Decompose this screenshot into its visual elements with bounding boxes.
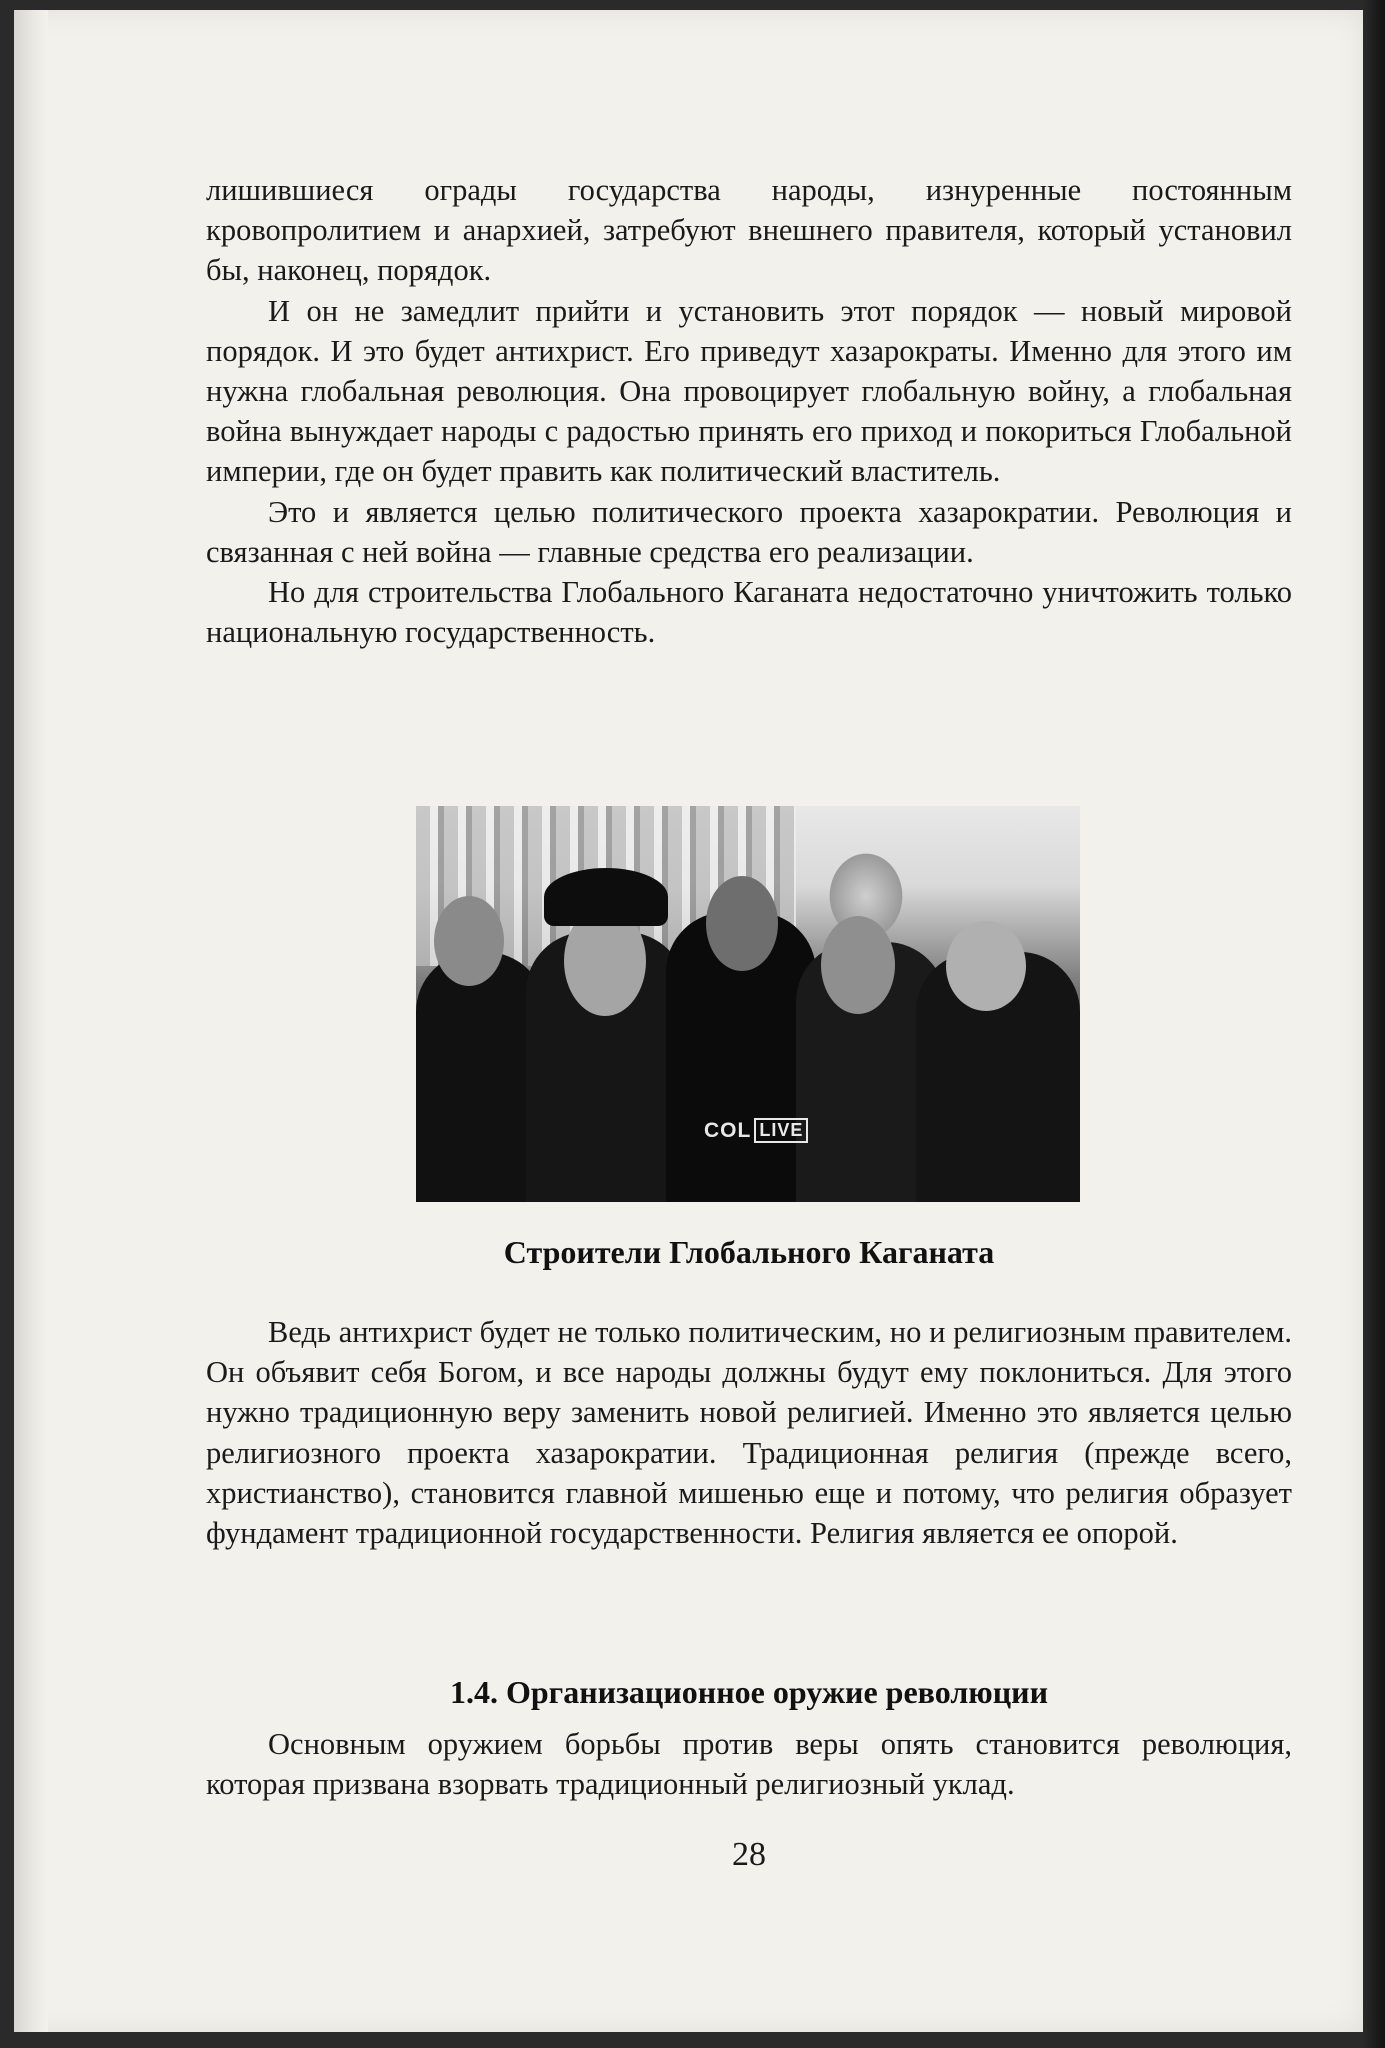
paragraph: Основным оружием борьбы против веры опять становится революция, которая призвана взорвать традиционный религиозный уклад.: [206, 1727, 1292, 1802]
paragraph: И он не замедлит прийти и установить этот порядок — новый мировой порядок. И это будет антихрист. Его приведут хазарократы. Именно для этого им нужна глобальная революция. Она провоцирует глобальную войну, а глобальная война вынуждает народы с радостью принять его приход и покориться Глобальной империи, где он будет править как политический властитель.: [206, 293, 1292, 489]
photo-face: [821, 916, 895, 1014]
watermark-text: COL: [704, 1118, 752, 1142]
watermark-box-text: LIVE: [754, 1118, 808, 1143]
photo-face: [946, 921, 1026, 1011]
paragraph: лишившиеся ограды государства народы, изнуренные постоянным кровопролитием и анархией, затребуют внешнего правителя, который установил бы, наконец, порядок.: [206, 173, 1292, 288]
photo-face: [706, 876, 778, 971]
page-number: 28: [732, 1836, 766, 1873]
photo-watermark: [704, 1118, 808, 1143]
photo-hat: [544, 868, 668, 926]
paragraph: Ведь антихрист будет не только политическим, но и религиозным правителем. Он объявит себя Богом, и все народы должны будут ему поклониться. Для этого нужно традиционную веру заменить новой религией. Именно это является целью религиозного проекта хазарократии. Традиционная религия (прежде всего, христианство), становится главной мишенью еще и потому, что религия образует фундамент традиционной государственности. Религия является ее опорой.: [206, 1315, 1292, 1551]
photo-face: [434, 896, 504, 986]
page-stack-edge: [14, 10, 48, 2032]
group-photo: [416, 806, 1080, 1202]
paragraph: Это и является целью политического проекта хазарократии. Революция и связанная с ней война — главные средства его реализации.: [206, 494, 1292, 569]
body-text-top: [206, 170, 1292, 652]
body-text-middle: [206, 1312, 1292, 1553]
paragraph: Но для строительства Глобального Каганата недостаточно уничтожить только национальную государственность.: [206, 575, 1292, 650]
scan-right-border: [1363, 0, 1385, 2048]
section-heading: 1.4. Организационное оружие революции: [449, 1674, 1049, 1710]
body-text-bottom: [206, 1724, 1292, 1804]
photo-caption: Строители Глобального Каганата: [503, 1234, 995, 1270]
